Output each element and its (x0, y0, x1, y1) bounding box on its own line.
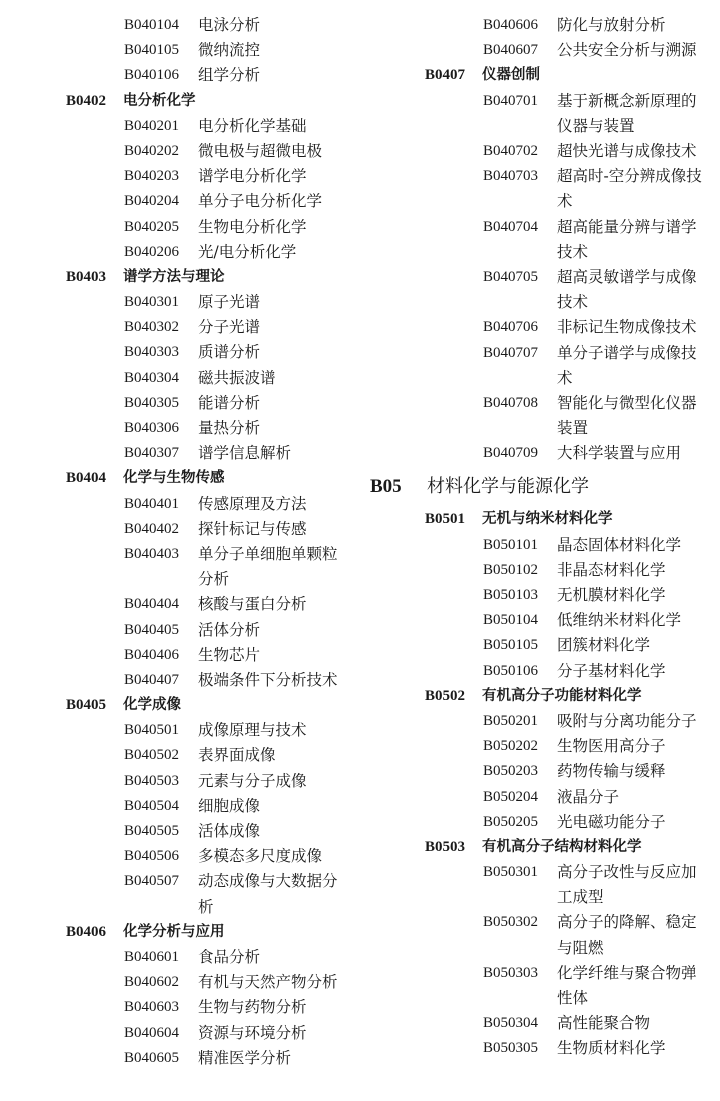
subsection-heading (66, 920, 366, 945)
code-entry (66, 164, 366, 189)
section-heading (370, 466, 715, 507)
entry-code: B040404 (124, 596, 180, 613)
code-entry (370, 709, 715, 734)
code-entry (66, 945, 366, 970)
entry-name: 活体成像 (198, 822, 261, 841)
entry-name: 谱学信息解析 (198, 444, 292, 463)
entry-code: B050305 (483, 1040, 539, 1057)
code-entry (370, 608, 715, 633)
code-entry (66, 718, 366, 743)
entry-name: 超快光谱与成像技术 (557, 141, 697, 160)
entry-code: B0403 (66, 268, 107, 285)
code-entry (66, 340, 366, 365)
entry-name: 元素与分子成像 (198, 771, 307, 790)
entry-name: 生物芯片 (198, 645, 261, 664)
entry-name: 核酸与蛋白分析 (198, 595, 307, 614)
entry-code: B040307 (124, 445, 180, 462)
left-column (66, 13, 366, 1071)
entry-code: B040105 (124, 42, 180, 59)
entry-code: B050301 (483, 864, 539, 881)
subsection-heading (66, 693, 366, 718)
code-entry (370, 583, 715, 608)
entry-code: B040504 (124, 797, 180, 814)
entry-code: B050203 (483, 763, 539, 780)
code-entry (370, 961, 715, 1011)
entry-code: B040203 (124, 168, 180, 185)
entry-code: B0402 (66, 92, 107, 109)
entry-name: 单分子单细胞单颗粒分析 (198, 544, 338, 589)
entry-name: 智能化与微型化仪器装置 (557, 393, 697, 438)
entry-code: B040306 (124, 420, 180, 436)
entry-name: 单分子电分析化学 (198, 192, 323, 211)
code-entry (370, 810, 715, 835)
code-entry (66, 416, 366, 441)
entry-name: 高分子的降解、稳定与阻燃 (557, 913, 697, 957)
entry-name: 化学与生物传感 (123, 470, 225, 487)
code-entry (370, 13, 715, 38)
entry-code: B040702 (483, 142, 539, 159)
code-entry (66, 189, 366, 214)
entry-code: B050102 (483, 561, 539, 578)
code-entry (66, 844, 366, 869)
entry-code: B040607 (483, 42, 539, 59)
code-entry (66, 743, 366, 768)
entry-name: 成像原理与技术 (198, 721, 307, 740)
entry-name: 光电磁功能分子 (557, 812, 666, 831)
code-entry (370, 659, 715, 684)
entry-name: 超高灵敏谱学与成像技术 (557, 267, 697, 312)
entry-name: 非晶态材料化学 (557, 560, 666, 579)
entry-code: B050303 (483, 964, 539, 981)
entry-name: 生物电分析化学 (198, 217, 307, 236)
entry-code: B040205 (124, 218, 180, 235)
code-entry (66, 215, 366, 240)
entry-name: 资源与环境分析 (198, 1023, 307, 1042)
entry-code: B040505 (124, 823, 180, 840)
code-entry (370, 785, 715, 810)
entry-name: 单分子谱学与成像技术 (557, 343, 697, 387)
entry-code: B040303 (124, 344, 180, 361)
entry-code: B040503 (124, 772, 180, 789)
entry-code: B040401 (124, 495, 180, 512)
entry-name: 高分子改性与反应加工成型 (557, 863, 697, 907)
subsection-heading (370, 835, 715, 860)
entry-code: B0406 (66, 923, 107, 940)
entry-name: 有机高分子结构材料化学 (482, 838, 642, 855)
code-entry (370, 533, 715, 558)
code-entry (370, 860, 715, 910)
code-entry (66, 391, 366, 416)
entry-code: B040304 (124, 369, 180, 386)
entry-name: 原子光谱 (198, 293, 261, 312)
entry-code: B050302 (483, 914, 539, 931)
entry-name: 光/电分析化学 (198, 242, 297, 261)
entry-name: 微电极与超微电极 (198, 141, 323, 160)
right-column (370, 13, 715, 1062)
code-entry (370, 759, 715, 784)
entry-code: B040402 (124, 520, 180, 537)
code-entry (66, 618, 366, 643)
entry-code: B040707 (483, 344, 539, 361)
entry-code: B040705 (483, 268, 539, 285)
entry-name: 生物与药物分析 (198, 998, 307, 1017)
entry-name: 生物质材料化学 (557, 1039, 666, 1058)
code-entry (66, 995, 366, 1020)
code-entry (66, 819, 366, 844)
entry-name: 非标记生物成像技术 (557, 318, 697, 337)
entry-name: 能谱分析 (198, 393, 261, 412)
code-entry (370, 391, 715, 441)
entry-name: 食品分析 (198, 947, 261, 966)
entry-name: 传感原理及方法 (198, 494, 307, 513)
entry-code: B040704 (483, 218, 539, 235)
entry-code: B050204 (483, 788, 539, 805)
entry-code: B040507 (124, 873, 180, 890)
entry-code: B040407 (124, 671, 180, 688)
entry-code: B040703 (483, 168, 539, 185)
entry-code: B0503 (425, 838, 466, 855)
code-entry (370, 315, 715, 340)
entry-name: 高性能聚合物 (557, 1014, 651, 1033)
entry-code: B0405 (66, 697, 107, 714)
code-entry (370, 441, 715, 466)
entry-name: 电分析化学 (123, 92, 196, 109)
subsection-heading (370, 684, 715, 709)
entry-name: 防化与放射分析 (557, 16, 666, 34)
entry-code: B040506 (124, 848, 180, 865)
entry-name: 谱学方法与理论 (123, 268, 225, 285)
entry-code: B040501 (124, 722, 180, 739)
entry-code: B040502 (124, 747, 180, 764)
entry-code: B040106 (124, 67, 180, 84)
entry-code: B040605 (124, 1049, 180, 1066)
code-entry (66, 542, 366, 592)
entry-name: 超高时-空分辨成像技术 (557, 167, 702, 211)
entry-code: B050202 (483, 738, 539, 755)
entry-code: B05 (370, 476, 402, 498)
entry-name: 细胞成像 (198, 796, 261, 815)
entry-name: 谱学电分析化学 (198, 167, 307, 186)
code-entry (66, 492, 366, 517)
entry-code: B040204 (124, 193, 180, 210)
entry-code: B040604 (124, 1024, 180, 1041)
code-entry (66, 366, 366, 391)
entry-code: B040305 (124, 394, 180, 411)
code-entry (370, 38, 715, 63)
code-entry (66, 517, 366, 542)
entry-code: B0404 (66, 470, 107, 487)
entry-code: B040708 (483, 394, 539, 411)
code-entry (66, 63, 366, 88)
code-entry (66, 970, 366, 995)
entry-name: 化学纤维与聚合物弹性体 (557, 963, 697, 1008)
entry-code: B040202 (124, 142, 180, 159)
entry-name: 多模态多尺度成像 (198, 847, 323, 866)
code-entry (66, 592, 366, 617)
entry-code: B040206 (124, 243, 180, 260)
entry-code: B050205 (483, 813, 539, 830)
entry-code: B040603 (124, 999, 180, 1016)
code-entry (370, 558, 715, 583)
code-entry (370, 1011, 715, 1036)
entry-name: 动态成像与大数据分析 (198, 872, 338, 916)
entry-code: B0407 (425, 67, 466, 84)
code-entry (370, 89, 715, 139)
entry-code: B050105 (483, 637, 539, 654)
code-entry (66, 769, 366, 794)
code-entry (66, 794, 366, 819)
entry-code: B040405 (124, 621, 180, 638)
entry-code: B040301 (124, 294, 180, 311)
entry-code: B040606 (483, 17, 539, 33)
code-entry (370, 139, 715, 164)
entry-name: 基于新概念新原理的仪器与装置 (557, 91, 697, 135)
entry-name: 团簇材料化学 (557, 636, 651, 655)
entry-name: 量热分析 (198, 419, 261, 437)
code-entry (370, 215, 715, 265)
entry-name: 仪器创制 (482, 67, 540, 84)
entry-code: B040706 (483, 319, 539, 336)
entry-name: 材料化学与能源化学 (427, 476, 589, 498)
code-entry (66, 668, 366, 693)
entry-name: 化学成像 (123, 697, 181, 714)
code-entry (66, 38, 366, 63)
entry-name: 吸附与分离功能分子 (557, 711, 697, 730)
entry-name: 公共安全分析与溯源 (557, 41, 697, 60)
subsection-heading (370, 63, 715, 88)
entry-name: 大科学装置与应用 (557, 444, 682, 463)
entry-name: 晶态固体材料化学 (557, 535, 682, 554)
entry-name: 磁共振波谱 (198, 368, 276, 387)
entry-code: B040201 (124, 117, 180, 134)
code-entry (370, 734, 715, 759)
entry-name: 有机高分子功能材料化学 (482, 687, 642, 704)
code-entry (66, 13, 366, 38)
entry-name: 无机膜材料化学 (557, 586, 666, 605)
code-entry (66, 1021, 366, 1046)
subsection-heading (66, 265, 366, 290)
code-entry (66, 114, 366, 139)
entry-name: 表界面成像 (198, 746, 276, 765)
entry-name: 超高能量分辨与谱学技术 (557, 217, 697, 261)
entry-code: B040406 (124, 646, 180, 663)
entry-name: 探针标记与传感 (198, 519, 307, 538)
entry-code: B0501 (425, 511, 466, 528)
entry-code: B050104 (483, 612, 539, 629)
entry-name: 药物传输与缓释 (557, 762, 666, 781)
code-entry (370, 1036, 715, 1061)
entry-name: 有机与天然产物分析 (198, 973, 338, 992)
entry-name: 组学分析 (198, 66, 261, 85)
code-entry (66, 441, 366, 466)
subsection-heading (66, 89, 366, 114)
entry-code: B040403 (124, 545, 180, 562)
subsection-heading (370, 507, 715, 532)
code-entry (370, 341, 715, 391)
entry-code: B050106 (483, 662, 539, 679)
entry-name: 质谱分析 (198, 343, 261, 362)
code-entry (370, 633, 715, 658)
entry-code: B050304 (483, 1015, 539, 1032)
entry-name: 电分析化学基础 (198, 116, 307, 135)
entry-code: B040104 (124, 17, 180, 33)
entry-name: 分子基材料化学 (557, 661, 666, 680)
entry-name: 极端条件下分析技术 (198, 670, 338, 689)
entry-name: 低维纳米材料化学 (557, 611, 682, 630)
code-entry (66, 869, 366, 919)
entry-code: B040701 (483, 92, 539, 109)
entry-name: 微纳流控 (198, 41, 261, 60)
entry-code: B040302 (124, 319, 180, 336)
entry-code: B040602 (124, 974, 180, 991)
entry-code: B050101 (483, 536, 539, 553)
entry-name: 活体分析 (198, 620, 261, 639)
code-entry (66, 315, 366, 340)
code-entry (370, 265, 715, 315)
entry-code: B040709 (483, 445, 539, 462)
entry-code: B0502 (425, 687, 466, 704)
entry-name: 精准医学分析 (198, 1048, 292, 1067)
subsection-heading (66, 466, 366, 491)
code-entry (66, 240, 366, 265)
entry-code: B050201 (483, 712, 539, 729)
code-entry (370, 164, 715, 214)
code-entry (66, 1046, 366, 1071)
entry-code: B050103 (483, 587, 539, 604)
entry-name: 液晶分子 (557, 787, 620, 806)
code-entry (370, 910, 715, 960)
code-entry (66, 643, 366, 668)
entry-name: 生物医用高分子 (557, 737, 666, 756)
code-entry (66, 290, 366, 315)
entry-name: 无机与纳米材料化学 (482, 511, 613, 528)
entry-name: 分子光谱 (198, 318, 261, 337)
code-entry (66, 139, 366, 164)
entry-code: B040601 (124, 948, 180, 965)
entry-name: 化学分析与应用 (123, 923, 225, 940)
entry-name: 电泳分析 (198, 16, 261, 34)
